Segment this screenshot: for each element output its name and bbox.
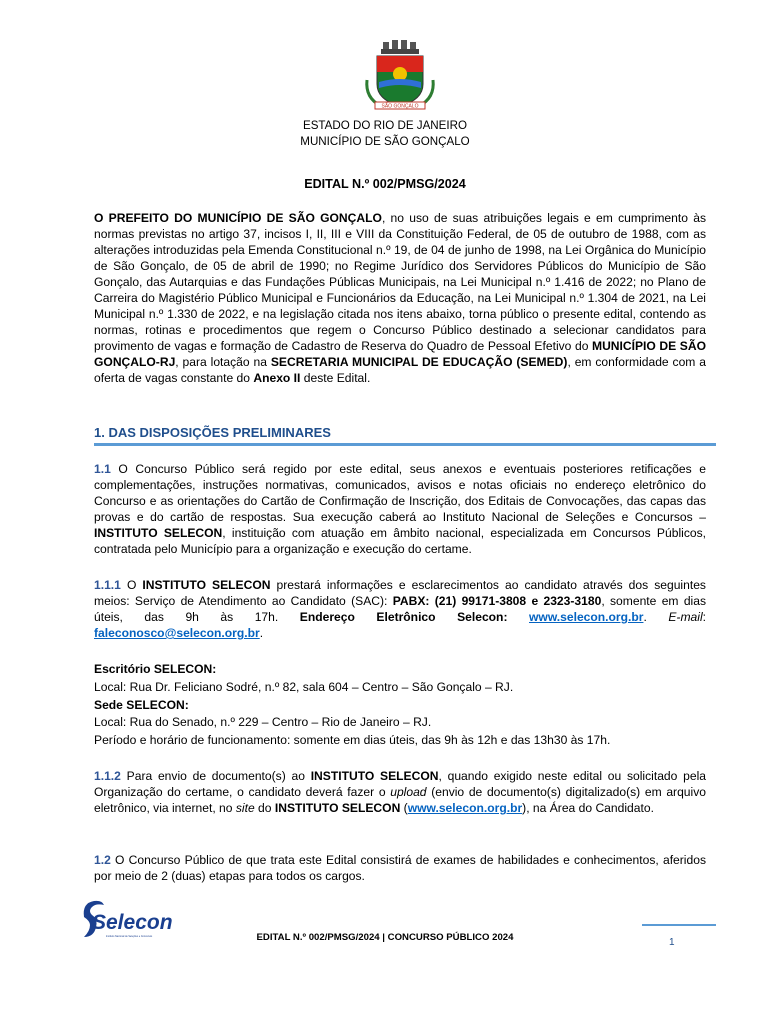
intro-text-4: deste Edital. [300, 371, 371, 385]
hq-address: Local: Rua do Senado, n.º 229 – Centro – Rio de Janeiro – RJ. [94, 715, 432, 729]
item-number: 1.2 [94, 853, 111, 867]
item-1-1-2-text-2: , quando exigido neste edital ou solicitado pela Organização do certame, o candidato deverá fazer o [94, 769, 706, 799]
item-1-1-2 [94, 768, 706, 816]
item-1-1-1-text-4: . [643, 610, 669, 624]
item-1-1-2-bold-1: INSTITUTO SELECON [310, 769, 439, 783]
footer-divider [642, 924, 716, 926]
office-address: Local: Rua Dr. Feliciano Sodré, n.º 82, sala 604 – Centro – São Gonçalo – RJ. [94, 680, 514, 694]
item-1-1-text-2: , instituição com atuação em âmbito nacional, especializada em Concursos Públicos, contratada pelo Município para a organização e execução do certame. [94, 526, 706, 556]
intro-bold-4: Anexo II [253, 371, 301, 385]
item-1-2 [94, 852, 706, 884]
item-1-1-text-1: O Concurso Público será regido por este edital, seus anexos e eventuais posteriores retificações e complementações, instruções normativas, comunicados, avisos e notas oficiais no endereço eletrônico do Concurso e as orientações do Cartão de Confirmação de Inscrição, dos Editais de Convocações, das capas das provas e do cartão de respostas. Sua execução caberá ao Instituto Nacional de Seleções e Concursos – [94, 462, 706, 524]
item-1-1-1-text-6: . [259, 626, 264, 640]
intro-bold-3: SECRETARIA MUNICIPAL DE EDUCAÇÃO (SEMED) [270, 355, 568, 369]
edital-title: EDITAL N.º 002/PMSG/2024 [304, 177, 466, 191]
intro-bold-2: MUNICÍPIO DE SÃO GONÇALO-RJ [94, 339, 706, 369]
item-1-1-1-text-3: , somente em dias úteis, das 9h às 17h. [94, 594, 706, 624]
item-1-1-2-text-4: do [254, 801, 275, 815]
item-1-1-1-text-5: : [702, 610, 707, 624]
item-number: 1.1.1 [94, 578, 121, 592]
item-number: 1.1.2 [94, 769, 121, 783]
section-1-title: 1. DAS DISPOSIÇÕES PRELIMINARES [94, 425, 331, 440]
item-1-1 [94, 461, 706, 557]
item-1-1-2-bold-2: INSTITUTO SELECON [274, 801, 401, 815]
item-1-1-1 [94, 577, 706, 641]
item-number: 1.1 [94, 462, 111, 476]
item-1-1-2-text-3: (envio de documento(s) digitalizado(s) em arquivo eletrônico, via internet, no [94, 785, 706, 815]
logo-subtitle: Instituto Nacional de Seleções e Concursos [106, 935, 153, 938]
item-1-1-1-text-1: O [120, 578, 143, 592]
selecon-website-link[interactable]: www.selecon.org.br [529, 610, 644, 624]
office-label: Escritório SELECON: [94, 662, 217, 676]
logo-wordmark: Selecon [92, 911, 173, 934]
hq-label: Sede SELECON: [94, 698, 189, 712]
municipal-crest-icon [361, 40, 441, 112]
item-1-1-1-bold-3: Endereço Eletrônico Selecon: [299, 610, 529, 624]
item-1-1-2-italic-2: site [235, 801, 255, 815]
intro-text-3: , em conformidade com a oferta de vagas constante do [94, 355, 706, 385]
item-1-1-2-text-1: Para envio de documento(s) ao [120, 769, 311, 783]
email-label: E-mail [668, 610, 703, 624]
intro-text-2: , para lotação na [175, 355, 271, 369]
item-1-2-text: O Concurso Público de que trata este Edital consistirá de exames de habilidades e conhecimentos, aferidos por meio de 2 (duas) etapas para todos os cargos. [94, 853, 706, 883]
selecon-website-link[interactable]: www.selecon.org.br [407, 801, 523, 815]
intro-lead: O PREFEITO DO MUNICÍPIO DE SÃO GONÇALO [94, 211, 382, 225]
section-divider [94, 443, 716, 446]
item-1-1-1-bold-1: INSTITUTO SELECON [142, 578, 271, 592]
item-1-1-bold: INSTITUTO SELECON [94, 526, 223, 540]
item-1-1-2-text-6: ), na Área do Candidato. [522, 801, 654, 815]
state-name: ESTADO DO RIO DE JANEIRO [302, 119, 468, 132]
item-1-1-2-italic-1: upload [390, 785, 427, 799]
sac-phone: PABX: (21) 99171-3808 e 2323-3180 [392, 594, 602, 608]
page-number: 1 [669, 937, 675, 948]
office-hours: Período e horário de funcionamento: somente em dias úteis, das 9h às 12h e das 13h30 às 17h. [94, 733, 611, 747]
contact-email-link[interactable]: faleconosco@selecon.org.br [94, 626, 260, 640]
item-1-1-1-text-2: prestará informações e esclarecimentos ao candidato através dos seguintes meios: Serviço de Atendimento ao Candidato (SAC): [94, 578, 706, 608]
intro-paragraph [94, 210, 706, 386]
intro-text-1: , no uso de suas atribuições legais e em cumprimento às normas previstas no artigo 37, incisos I, II, III e VIII da Constituição Federal, de 05 de outubro de 1988, com as alterações introduzidas pela Emenda Constitucional n.º 19, de 04 de junho de 1998, na Lei Orgânica do Município de São Gonçalo, de 05 de abril de 1990; no Regime Jurídico dos Servidores Públicos do Município de São Gonçalo, das Autarquias e das Fundações Públicas Municipais, na Lei Municipal n.º 1.416 de 2022; no Plano de Carreira do Magistério Público Municipal e Funcionários da Educação, na Lei Municipal n.º 1.304 de 2021, na Lei Municipal n.º 1.330 de 2022, e na legislação citada nos itens abaixo, torna público o presente edital, contendo as normas, rotinas e procedimentos que regem o Concurso Público destinado a selecionar candidatos para provimento de vagas e formação de Cadastro de Reserva do Quadro de Pessoal Efetivo do [94, 211, 706, 353]
crest-banner: SÃO GONÇALO [381, 103, 419, 110]
footer-text: EDITAL N.º 002/PMSG/2024 | CONCURSO PÚBLICO 2024 [256, 932, 514, 943]
municipality-name: MUNICÍPIO DE SÃO GONÇALO [300, 135, 470, 148]
item-1-1-2-text-5: ( [400, 801, 408, 815]
